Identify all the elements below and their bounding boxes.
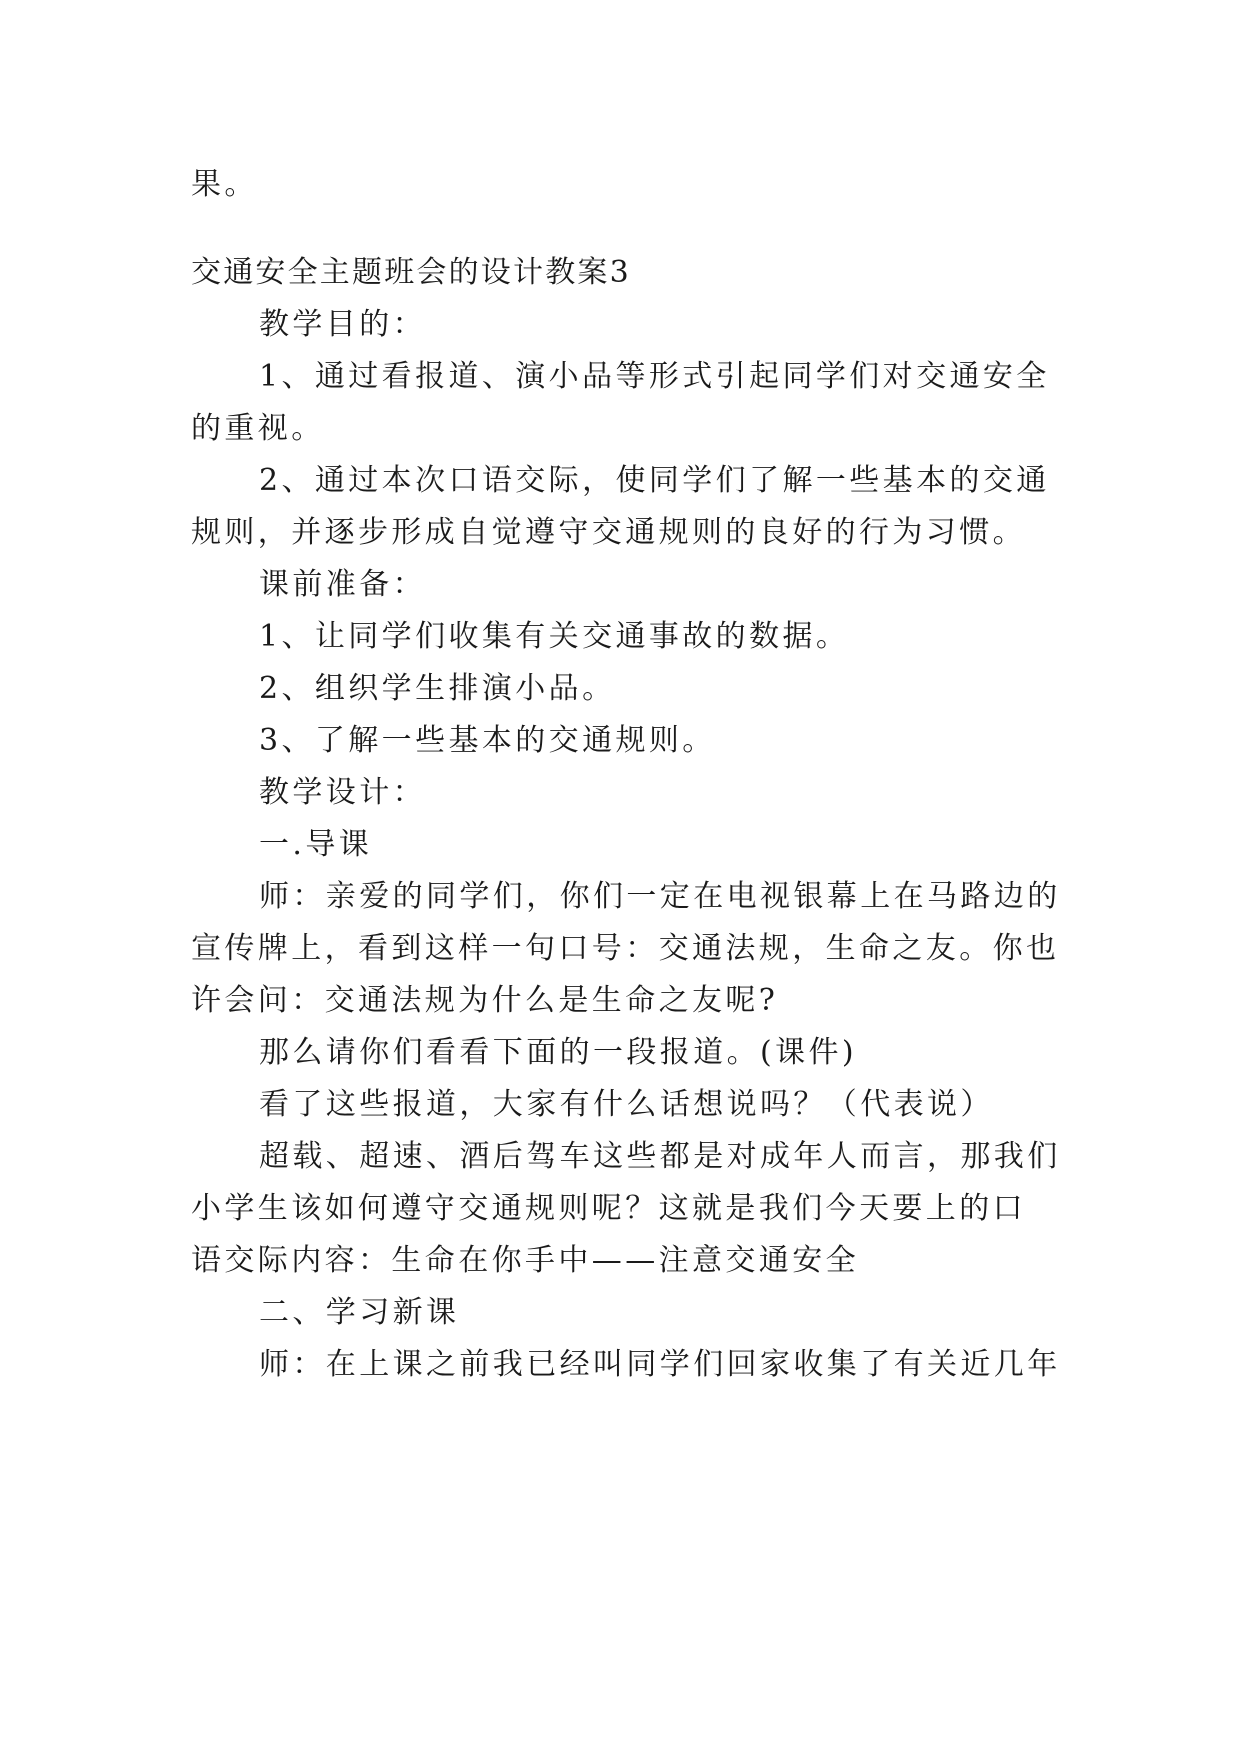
paragraph-line: 教学目的： (259, 307, 426, 342)
paragraph-line: 师：亲爱的同学们，你们一定在电视银幕上在马路边的 (259, 879, 1061, 914)
paragraph-line: 二、学习新课 (259, 1295, 460, 1330)
paragraph-line: 的重视。 (191, 411, 325, 446)
paragraph-line: 1、通过看报道、演小品等形式引起同学们对交通安全 (259, 359, 1050, 394)
paragraph-line: 3、了解一些基本的交通规则。 (259, 723, 716, 758)
paragraph-line: 许会问：交通法规为什么是生命之友呢? (191, 983, 779, 1018)
paragraph-line: 宣传牌上，看到这样一句口号：交通法规，生命之友。你也 (191, 931, 1060, 966)
paragraph-line: 1、让同学们收集有关交通事故的数据。 (259, 619, 850, 654)
paragraph-line: 课前准备： (259, 567, 426, 602)
paragraph-line: 语交际内容：生命在你手中——注意交通安全 (191, 1243, 859, 1278)
paragraph-line: 2、通过本次口语交际，使同学们了解一些基本的交通 (259, 463, 1050, 498)
carryover-text: 果。 (191, 167, 258, 202)
section-title: 交通安全主题班会的设计教案3 (191, 255, 631, 290)
paragraph-line: 2、组织学生排演小品。 (259, 671, 616, 706)
paragraph-line: 那么请你们看看下面的一段报道。(课件) (259, 1035, 858, 1070)
paragraph-line: 小学生该如何遵守交通规则呢？这就是我们今天要上的口 (191, 1191, 1026, 1226)
paragraph-line: 一.导课 (259, 827, 373, 862)
paragraph-line: 规则，并逐步形成自觉遵守交通规则的良好的行为习惯。 (191, 515, 1026, 550)
paragraph-line: 超载、超速、酒后驾车这些都是对成年人而言，那我们 (259, 1139, 1061, 1174)
paragraph-line: 师：在上课之前我已经叫同学们回家收集了有关近几年 (259, 1347, 1061, 1382)
paragraph-line: 教学设计： (259, 775, 426, 810)
paragraph-line: 看了这些报道，大家有什么话想说吗？（代表说） (259, 1087, 994, 1122)
